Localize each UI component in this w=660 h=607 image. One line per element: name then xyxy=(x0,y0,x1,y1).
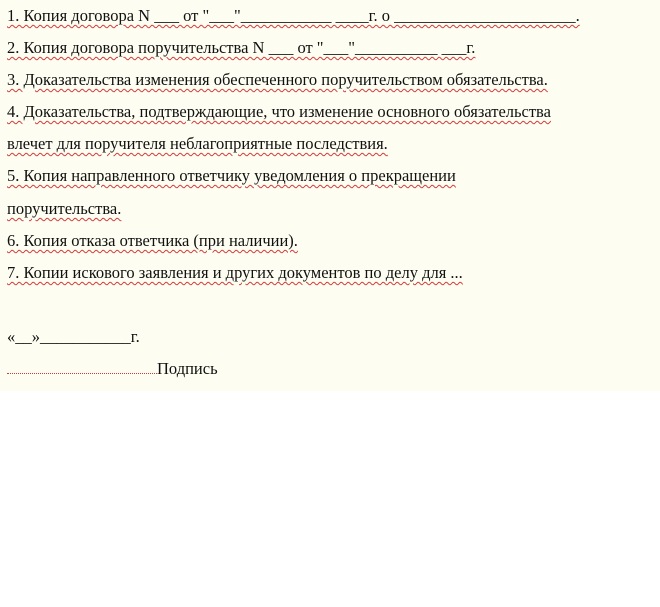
list-item-1: 1. Копия договора N ___ от "___"___________ ____г. о ______________________. xyxy=(7,6,580,25)
date-line: «__»___________г. xyxy=(7,327,140,346)
list-item-4-continuation: влечет для поручителя неблагоприятные последствия. xyxy=(7,134,388,153)
list-item-5: 5. Копия направленного ответчику уведомления о прекращении xyxy=(7,166,456,185)
signature-label: Подпись xyxy=(157,359,218,378)
list-item-5-continuation: поручительства. xyxy=(7,199,122,218)
list-item-7: 7. Копии искового заявления и других документов по делу для ... xyxy=(7,263,463,282)
signature-row xyxy=(7,359,218,379)
list-item-4: 4. Доказательства, подтверждающие, что изменение основного обязательства xyxy=(7,102,551,121)
list-item-6: 6. Копия отказа ответчика (при наличии). xyxy=(7,231,298,250)
signature-blank xyxy=(7,359,157,374)
list-item-3: 3. Доказательства изменения обеспеченного поручительством обязательства. xyxy=(7,70,548,89)
list-item-2: 2. Копия договора поручительства N ___ от "___"__________ ___г. xyxy=(7,38,476,57)
